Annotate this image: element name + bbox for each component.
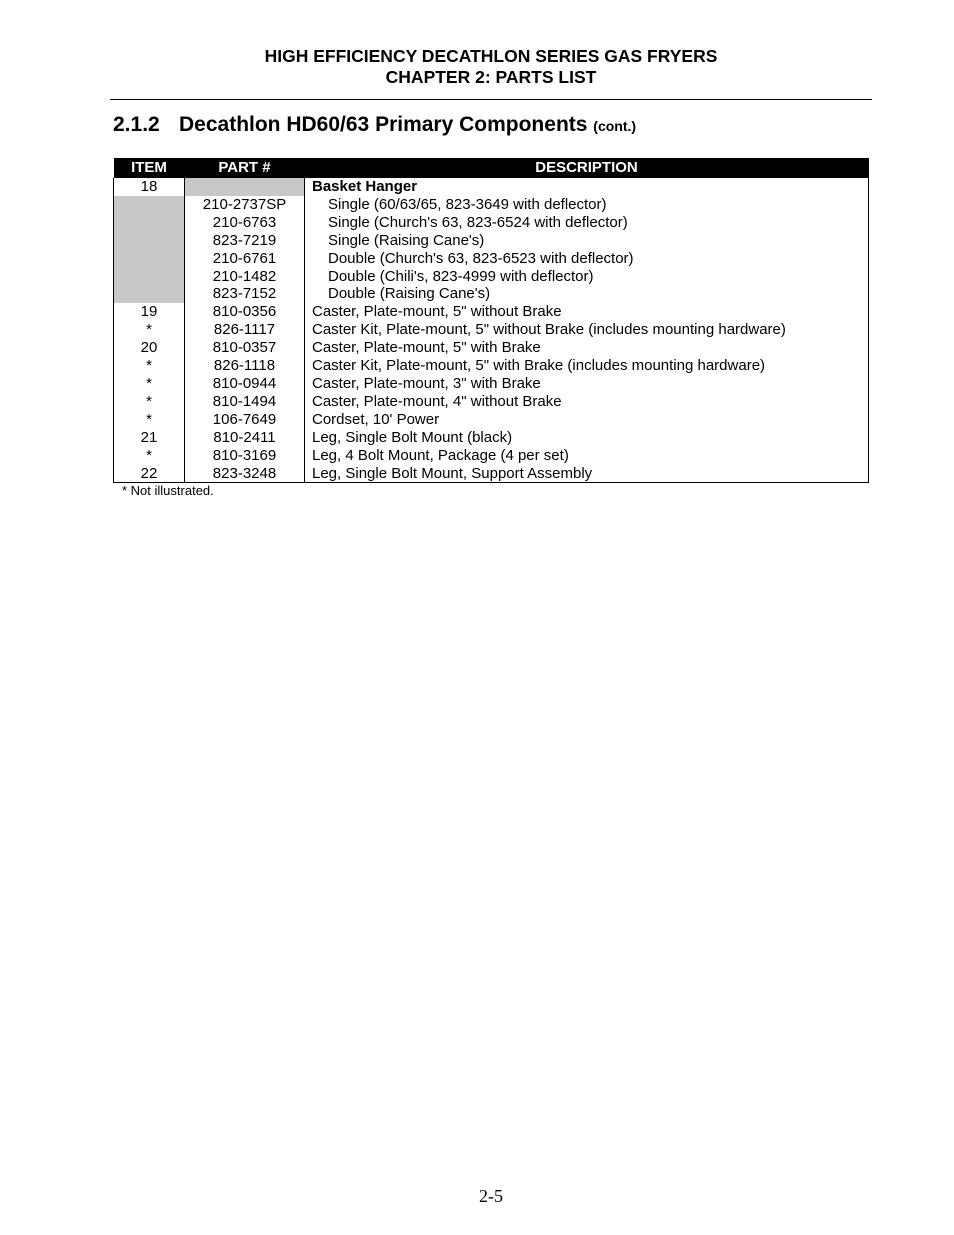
table-row xyxy=(114,303,869,321)
description-cell: Caster, Plate-mount, 5" with Brake xyxy=(305,339,869,357)
table-row xyxy=(114,357,869,375)
description-cell: Caster, Plate-mount, 5" without Brake xyxy=(305,303,869,321)
table-row xyxy=(114,214,869,232)
item-cell xyxy=(114,268,185,286)
part-cell: 210-6763 xyxy=(185,214,305,232)
table-row xyxy=(114,411,869,429)
part-cell xyxy=(185,178,305,196)
item-cell xyxy=(114,196,185,214)
description-cell: Double (Church's 63, 823-6523 with deflector) xyxy=(305,250,869,268)
section-title-text: Decathlon HD60/63 Primary Components xyxy=(179,113,588,136)
part-cell: 210-2737SP xyxy=(185,196,305,214)
document-header xyxy=(0,46,954,88)
description-cell: Cordset, 10' Power xyxy=(305,411,869,429)
part-cell: 210-6761 xyxy=(185,250,305,268)
column-header-part: PART # xyxy=(185,158,305,178)
table-row xyxy=(114,285,869,303)
description-cell: Single (Church's 63, 823-6524 with deflector) xyxy=(305,214,869,232)
table-row xyxy=(114,447,869,465)
column-header-description: DESCRIPTION xyxy=(305,158,869,178)
header-title: HIGH EFFICIENCY DECATHLON SERIES GAS FRYERS xyxy=(264,46,718,66)
item-cell xyxy=(114,285,185,303)
item-cell: * xyxy=(114,375,185,393)
description-cell: Caster Kit, Plate-mount, 5" with Brake (includes mounting hardware) xyxy=(305,357,869,375)
page-number: 2-5 xyxy=(479,1186,503,1206)
part-cell: 810-1494 xyxy=(185,393,305,411)
part-cell: 810-2411 xyxy=(185,429,305,447)
item-cell: 18 xyxy=(114,178,185,196)
table-row xyxy=(114,429,869,447)
item-cell: 20 xyxy=(114,339,185,357)
item-cell: * xyxy=(114,411,185,429)
part-cell: 823-7152 xyxy=(185,285,305,303)
table-row xyxy=(114,232,869,250)
table-row xyxy=(114,321,869,339)
part-cell: 810-3169 xyxy=(185,447,305,465)
table-row xyxy=(114,250,869,268)
table-row xyxy=(114,178,869,196)
table-row xyxy=(114,375,869,393)
item-cell: 21 xyxy=(114,429,185,447)
item-cell xyxy=(114,250,185,268)
description-cell: Leg, Single Bolt Mount, Support Assembly xyxy=(305,465,869,483)
item-cell: * xyxy=(114,447,185,465)
description-cell: Caster Kit, Plate-mount, 5" without Brake (includes mounting hardware) xyxy=(305,321,869,339)
section-heading xyxy=(113,112,636,139)
part-cell: 106-7649 xyxy=(185,411,305,429)
part-cell: 810-0356 xyxy=(185,303,305,321)
column-header-item: ITEM xyxy=(114,158,185,178)
description-cell: Leg, 4 Bolt Mount, Package (4 per set) xyxy=(305,447,869,465)
part-cell: 826-1118 xyxy=(185,357,305,375)
item-cell: * xyxy=(114,393,185,411)
item-cell: 19 xyxy=(114,303,185,321)
header-chapter: CHAPTER 2: PARTS LIST xyxy=(385,67,597,87)
item-cell xyxy=(114,232,185,250)
table-row xyxy=(114,268,869,286)
part-cell: 826-1117 xyxy=(185,321,305,339)
description-cell: Double (Chili's, 823-4999 with deflector) xyxy=(305,268,869,286)
description-cell: Caster, Plate-mount, 3" with Brake xyxy=(305,375,869,393)
item-cell: * xyxy=(114,357,185,375)
item-cell: * xyxy=(114,321,185,339)
description-cell: Basket Hanger xyxy=(305,178,869,196)
description-cell: Double (Raising Cane's) xyxy=(305,285,869,303)
table-row xyxy=(114,196,869,214)
description-cell: Single (Raising Cane's) xyxy=(305,232,869,250)
part-cell: 823-3248 xyxy=(185,465,305,483)
header-divider xyxy=(110,99,872,100)
table-header-row xyxy=(114,158,869,178)
footnote: * Not illustrated. xyxy=(122,483,214,498)
table-row xyxy=(114,465,869,483)
part-cell: 810-0944 xyxy=(185,375,305,393)
item-cell xyxy=(114,214,185,232)
parts-table xyxy=(113,158,869,483)
table-row xyxy=(114,393,869,411)
description-cell: Caster, Plate-mount, 4" without Brake xyxy=(305,393,869,411)
section-number: 2.1.2 xyxy=(113,113,160,136)
table-row xyxy=(114,339,869,357)
section-suffix: (cont.) xyxy=(593,118,637,134)
item-cell: 22 xyxy=(114,465,185,483)
part-cell: 810-0357 xyxy=(185,339,305,357)
description-cell: Leg, Single Bolt Mount (black) xyxy=(305,429,869,447)
description-cell: Single (60/63/65, 823-3649 with deflector) xyxy=(305,196,869,214)
part-cell: 823-7219 xyxy=(185,232,305,250)
part-cell: 210-1482 xyxy=(185,268,305,286)
